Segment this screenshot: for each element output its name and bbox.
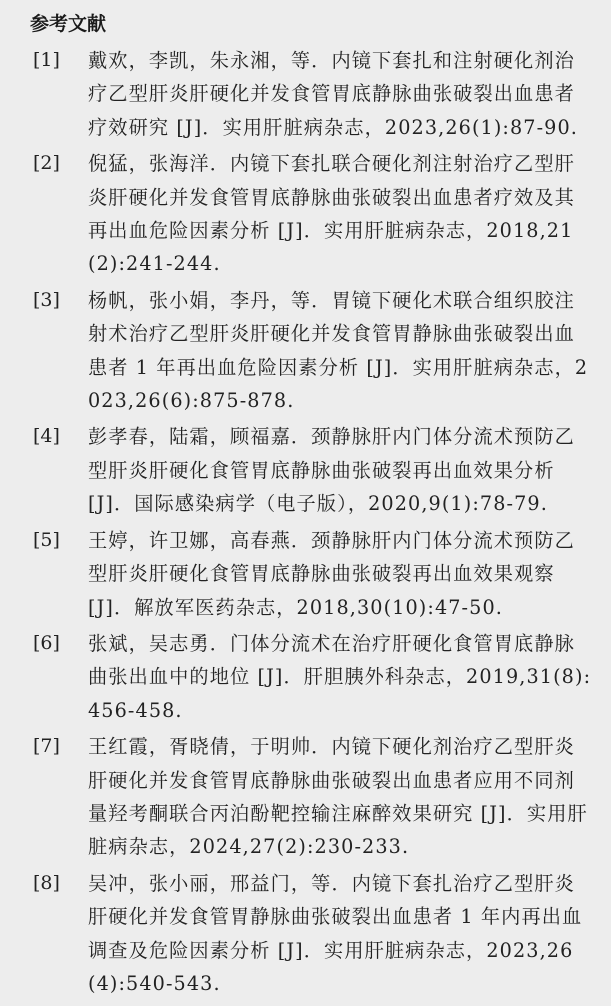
reference-item-5	[0, 524, 611, 624]
reference-item-2	[0, 147, 611, 281]
reference-number: [1]	[33, 49, 60, 71]
reference-number: [7]	[33, 735, 60, 758]
reference-number: [4]	[33, 425, 60, 448]
reference-item-4	[0, 420, 611, 520]
reference-text: 倪猛，张海洋．内镜下套扎联合硬化剂注射治疗乙型肝炎肝硬化并发食管胃底静脉曲张破裂出血患者疗效及其再出血危险因素分析 [J]．实用肝脏病杂志，2018,21(2):241-244.	[88, 152, 575, 276]
reference-item-7	[0, 730, 611, 864]
reference-text: 张斌，吴志勇．门体分流术在治疗肝硬化食管胃底静脉曲张出血中的地位 [J]．肝胆胰外科杂志，2019,31(8):456-458.	[88, 631, 592, 722]
reference-number: [3]	[33, 288, 60, 311]
reference-item-6	[0, 627, 611, 727]
reference-text: 吴冲，张小丽，邢益门，等．内镜下套扎治疗乙型肝炎肝硬化并发食管胃静脉曲张破裂出血患者 1 年内再出血调查及危险因素分析 [J]．实用肝脏病杂志，2023,26(4):540-543.	[88, 871, 583, 995]
reference-list	[0, 44, 611, 1003]
reference-text: 戴欢，李凯，朱永湘，等．内镜下套扎和注射硬化剂治疗乙型肝炎肝硬化并发食管胃底静脉曲张破裂出血患者疗效研究 [J]．实用肝脏病杂志，2023,26(1):87-90.	[88, 49, 579, 139]
reference-number: [2]	[33, 152, 60, 175]
reference-number: [8]	[33, 871, 60, 894]
reference-text: 杨帆，张小娟，李丹，等．胃镜下硬化术联合组织胶注射术治疗乙型肝炎肝硬化并发食管胃静脉曲张破裂出血患者 1 年再出血危险因素分析 [J]．实用肝脏病杂志，2023,26(6):875-878.	[88, 288, 589, 413]
reference-item-3	[0, 284, 611, 418]
reference-text: 彭孝春，陆霜，顾福嘉．颈静脉肝内门体分流术预防乙型肝炎肝硬化食管胃底静脉曲张破裂再出血效果分析 [J]．国际感染病学（电子版），2020,9(1):78-79.	[88, 425, 575, 516]
references-heading: 参考文献	[30, 13, 107, 35]
reference-text: 王婷，许卫娜，高春燕．颈静脉肝内门体分流术预防乙型肝炎肝硬化食管胃底静脉曲张破裂再出血效果观察 [J]．解放军医药杂志，2018,30(10):47-50.	[88, 528, 575, 619]
reference-text: 王红霞，胥晓倩，于明帅．内镜下硬化剂治疗乙型肝炎肝硬化并发食管胃底静脉曲张破裂出血患者应用不同剂量羟考酮联合丙泊酚靶控输注麻醉效果研究 [J]．实用肝脏病杂志，2024,27(2):230-233.	[88, 735, 588, 859]
reference-number: [5]	[33, 528, 60, 551]
reference-item-1	[0, 44, 611, 144]
reference-number: [6]	[33, 631, 60, 654]
reference-item-8	[0, 867, 611, 1001]
